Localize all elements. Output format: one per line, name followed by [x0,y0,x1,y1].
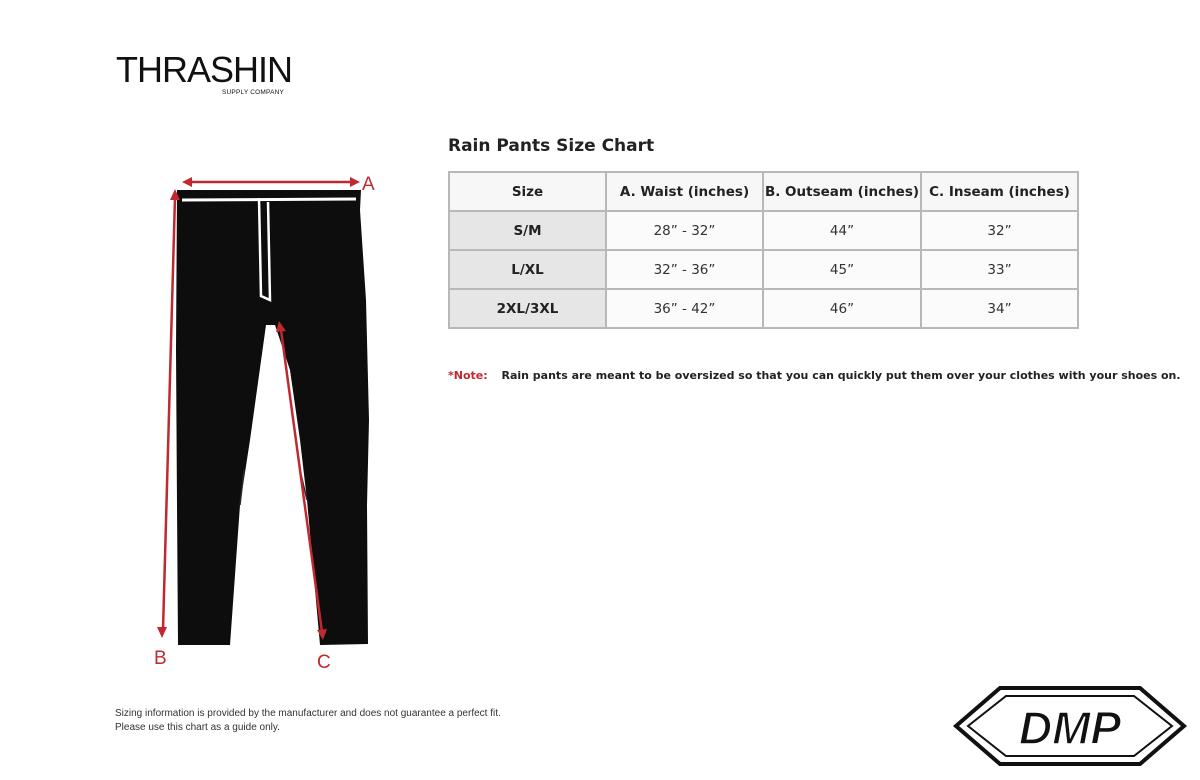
table-header-row [449,172,1078,211]
size-table [448,171,1079,329]
disclaimer-line-1: Sizing information is provided by the manufacturer and does not guarantee a perfect fit. [115,708,501,719]
inseam-cell: 33” [921,250,1078,289]
disclaimer [115,707,501,735]
waistband-line [182,199,356,200]
label-c: C [317,652,331,673]
note-text: Rain pants are meant to be oversized so that you can quickly put them over your clothes with your shoes on. [501,369,1181,382]
pants-diagram [140,165,400,675]
logo-wordmark: THRASHIN [116,49,293,90]
size-cell: L/XL [449,250,606,289]
header-inseam: C. Inseam (inches) [921,172,1078,211]
table-row [449,211,1078,250]
inseam-cell: 32” [921,211,1078,250]
waist-cell: 28” - 32” [606,211,763,250]
thrashin-logo [116,50,306,102]
size-cell: 2XL/3XL [449,289,606,328]
dmp-wordmark: DMP [1018,702,1122,754]
inseam-cell: 34” [921,289,1078,328]
label-a: A [362,174,375,195]
outseam-cell: 46” [763,289,921,328]
sizing-note [448,369,1181,382]
outseam-cell: 45” [763,250,921,289]
header-outseam: B. Outseam (inches) [763,172,921,211]
label-b: B [154,648,167,669]
dmp-logo [950,684,1190,768]
header-waist: A. Waist (inches) [606,172,763,211]
waist-cell: 36” - 42” [606,289,763,328]
size-cell: S/M [449,211,606,250]
outseam-cell: 44” [763,211,921,250]
logo-tagline: SUPPLY COMPANY [222,89,285,96]
table-row [449,289,1078,328]
table-row [449,250,1078,289]
waist-cell: 32” - 36” [606,250,763,289]
chart-title: Rain Pants Size Chart [448,136,655,156]
header-size: Size [449,172,606,211]
arrow-a-waist [182,177,360,187]
disclaimer-line-2: Please use this chart as a guide only. [115,722,280,733]
pants-silhouette [176,190,369,645]
note-label: *Note: [448,369,488,382]
